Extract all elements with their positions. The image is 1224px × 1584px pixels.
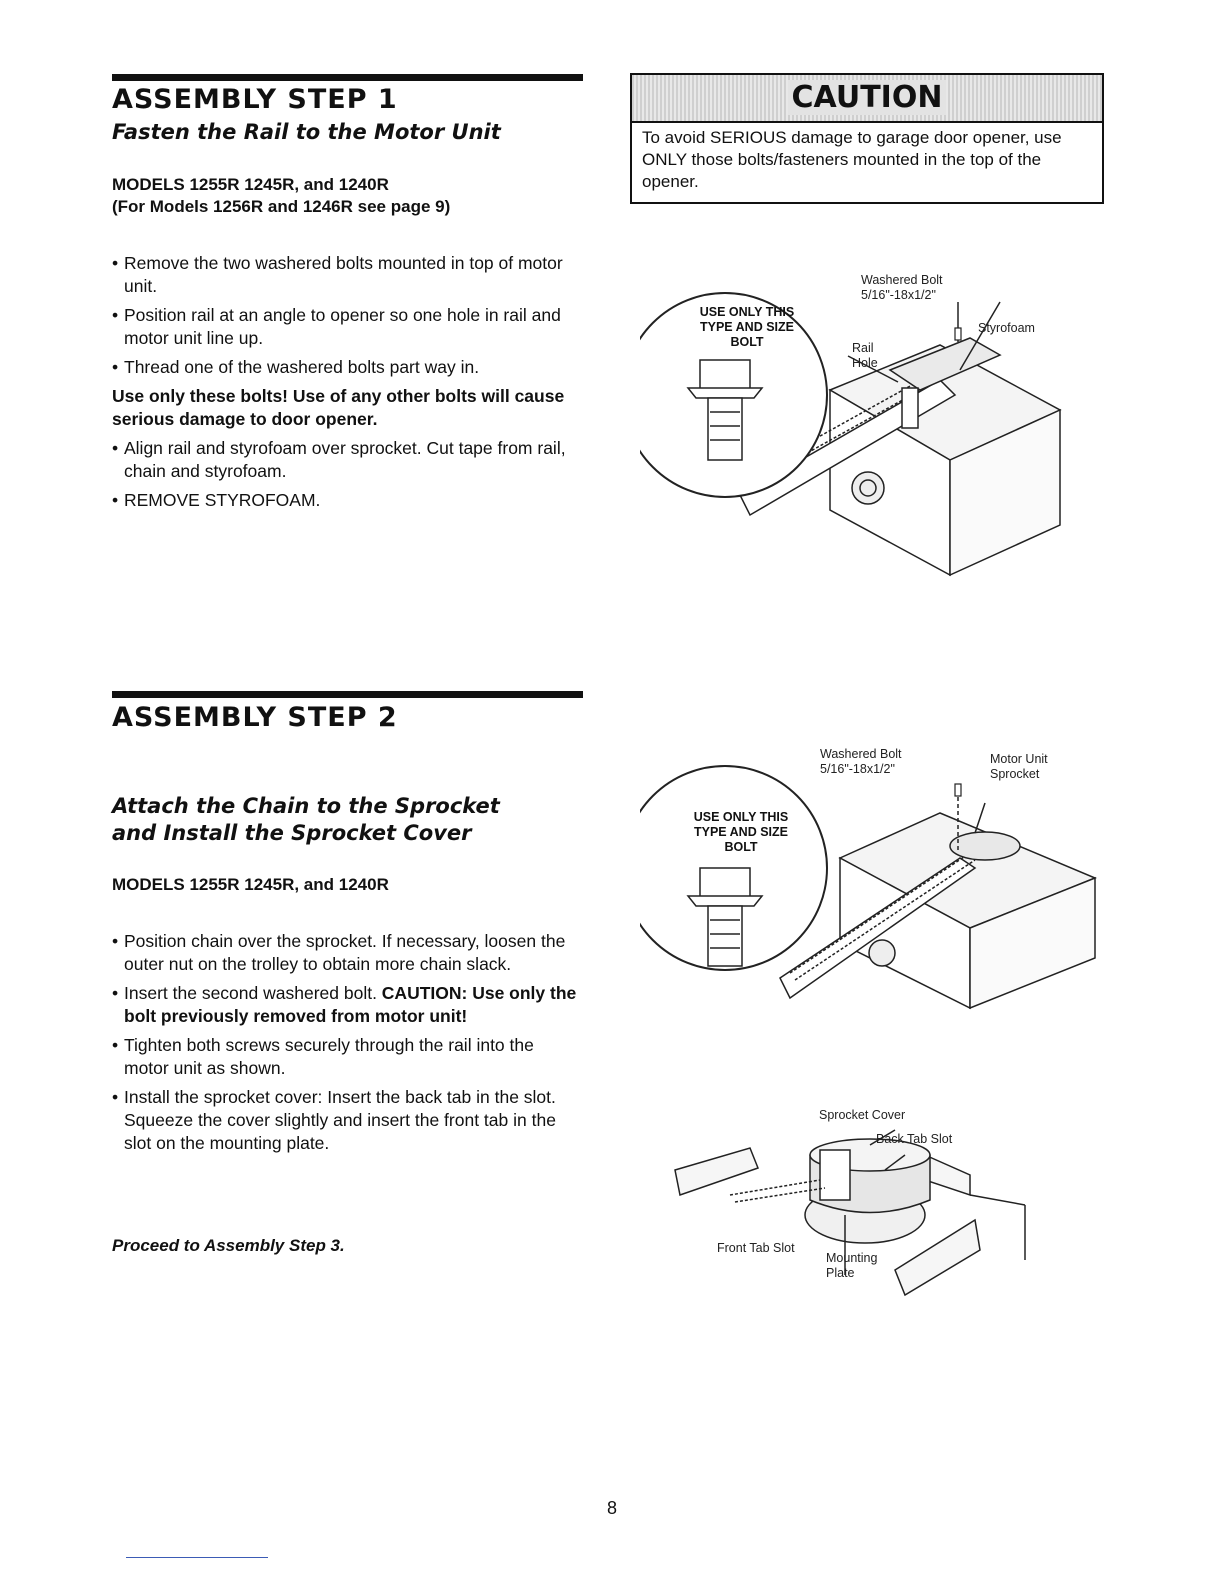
sprocket-cover-label: Sprocket Cover bbox=[819, 1108, 906, 1122]
mounting-text: Mounting bbox=[826, 1251, 878, 1265]
list-item: • Position chain over the sprocket. If necessary, loosen the outer nut on the trolley to obtain more chain slack. bbox=[112, 930, 582, 976]
step2-models: MODELS 1255R 1245R, and 1240R bbox=[112, 875, 389, 894]
bolt-callout-line: USE ONLY THIS bbox=[693, 810, 789, 824]
washered-bolt-text: Washered Bolt bbox=[861, 273, 943, 287]
washered-bolt-label bbox=[820, 747, 902, 777]
washered-bolt-text: Washered Bolt bbox=[820, 747, 902, 761]
footer-line bbox=[126, 1557, 268, 1558]
mounting-bracket-right bbox=[925, 1155, 970, 1195]
step1-instructions bbox=[112, 252, 582, 518]
page-number: 8 bbox=[606, 1498, 617, 1518]
step2-title: ASSEMBLY STEP 2 bbox=[112, 702, 398, 733]
motor-unit-sprocket-label bbox=[990, 752, 1048, 782]
list-item: • Remove the two washered bolts mounted in top of motor unit. bbox=[112, 252, 582, 298]
bolt-warning: Use only these bolts! Use of any other bolts will cause serious damage to door opener. bbox=[112, 386, 565, 429]
mounting-plate-label bbox=[826, 1251, 877, 1281]
motor-knob bbox=[852, 472, 884, 504]
list-item: • Tighten both screws securely through the rail into the motor unit as shown. bbox=[112, 1034, 582, 1080]
caution-heading-bar bbox=[632, 75, 1102, 123]
motor-unit-text: Motor Unit bbox=[990, 752, 1048, 766]
rail-hole-label bbox=[852, 341, 878, 371]
bolt-caution: CAUTION: Use only the bolt previously removed from motor unit! bbox=[124, 983, 577, 1026]
washered-bolt-icon bbox=[955, 784, 961, 796]
bolt-size-text: 5/16"-18x1/2" bbox=[861, 288, 936, 302]
step2-subtitle-line1: Attach the Chain to the Sprocket bbox=[112, 794, 500, 818]
plate-text: Plate bbox=[826, 1266, 855, 1280]
hole-text: Hole bbox=[852, 356, 878, 370]
motor-knob bbox=[869, 940, 895, 966]
step2-subtitle-line2: and Install the Sprocket Cover bbox=[112, 821, 472, 845]
step2-rule bbox=[112, 691, 583, 698]
styrofoam-label: Styrofoam bbox=[978, 321, 1035, 335]
step1-rule bbox=[112, 74, 583, 81]
step1-subtitle: Fasten the Rail to the Motor Unit bbox=[112, 120, 501, 144]
proceed-note: Proceed to Assembly Step 3. bbox=[112, 1236, 345, 1255]
bolt-size-text: 5/16"-18x1/2" bbox=[820, 762, 895, 776]
step2-instructions bbox=[112, 930, 582, 1161]
step1-models-line1: MODELS 1255R 1245R, and 1240R bbox=[112, 175, 389, 194]
bolt-callout-line: TYPE AND SIZE bbox=[700, 320, 794, 334]
bolt-callout-1 bbox=[682, 305, 812, 350]
sprocket bbox=[950, 832, 1020, 860]
front-tab-slot-label: Front Tab Slot bbox=[717, 1241, 795, 1255]
list-item: • Thread one of the washered bolts part way in. bbox=[112, 356, 582, 379]
chain-sprocket-illustration bbox=[640, 748, 1110, 1018]
back-tab-slot-label: Back Tab Slot bbox=[876, 1132, 953, 1146]
step1-models-line2: (For Models 1256R and 1246R see page 9) bbox=[112, 197, 451, 216]
list-item: • Position rail at an angle to opener so one hole in rail and motor unit line up. bbox=[112, 304, 582, 350]
sprocket-text: Sprocket bbox=[990, 767, 1040, 781]
step1-models bbox=[112, 174, 450, 218]
bolt-callout-line: BOLT bbox=[724, 840, 758, 854]
bolt-callout-2 bbox=[676, 810, 806, 855]
list-item bbox=[112, 982, 582, 1028]
list-item: • Align rail and styrofoam over sprocket. Cut tape from rail, chain and styrofoam. bbox=[112, 437, 582, 483]
washered-bolt-icon bbox=[955, 328, 961, 340]
washered-bolt-label bbox=[861, 273, 943, 303]
step2-subtitle bbox=[112, 793, 500, 847]
list-item: • Install the sprocket cover: Insert the back tab in the slot. Squeeze the cover slightly and insert the front tab in the slot on the mounting plate. bbox=[112, 1086, 582, 1155]
list-item: • REMOVE STYROFOAM. bbox=[112, 489, 582, 512]
bullet-text: Insert the second washered bolt. bbox=[124, 983, 382, 1003]
rail-text: Rail bbox=[852, 341, 874, 355]
step1-title: ASSEMBLY STEP 1 bbox=[112, 84, 398, 115]
bolt-callout-line: BOLT bbox=[730, 335, 764, 349]
caution-heading: CAUTION bbox=[788, 80, 947, 115]
caution-text: To avoid SERIOUS damage to garage door opener, use ONLY those bolts/fasteners mounted in the top of the opener. bbox=[642, 128, 1062, 191]
caution-box bbox=[630, 73, 1104, 204]
bolt-callout-line: USE ONLY THIS bbox=[699, 305, 795, 319]
bolt-callout-line: TYPE AND SIZE bbox=[694, 825, 788, 839]
mounting-bracket-left bbox=[675, 1148, 758, 1195]
